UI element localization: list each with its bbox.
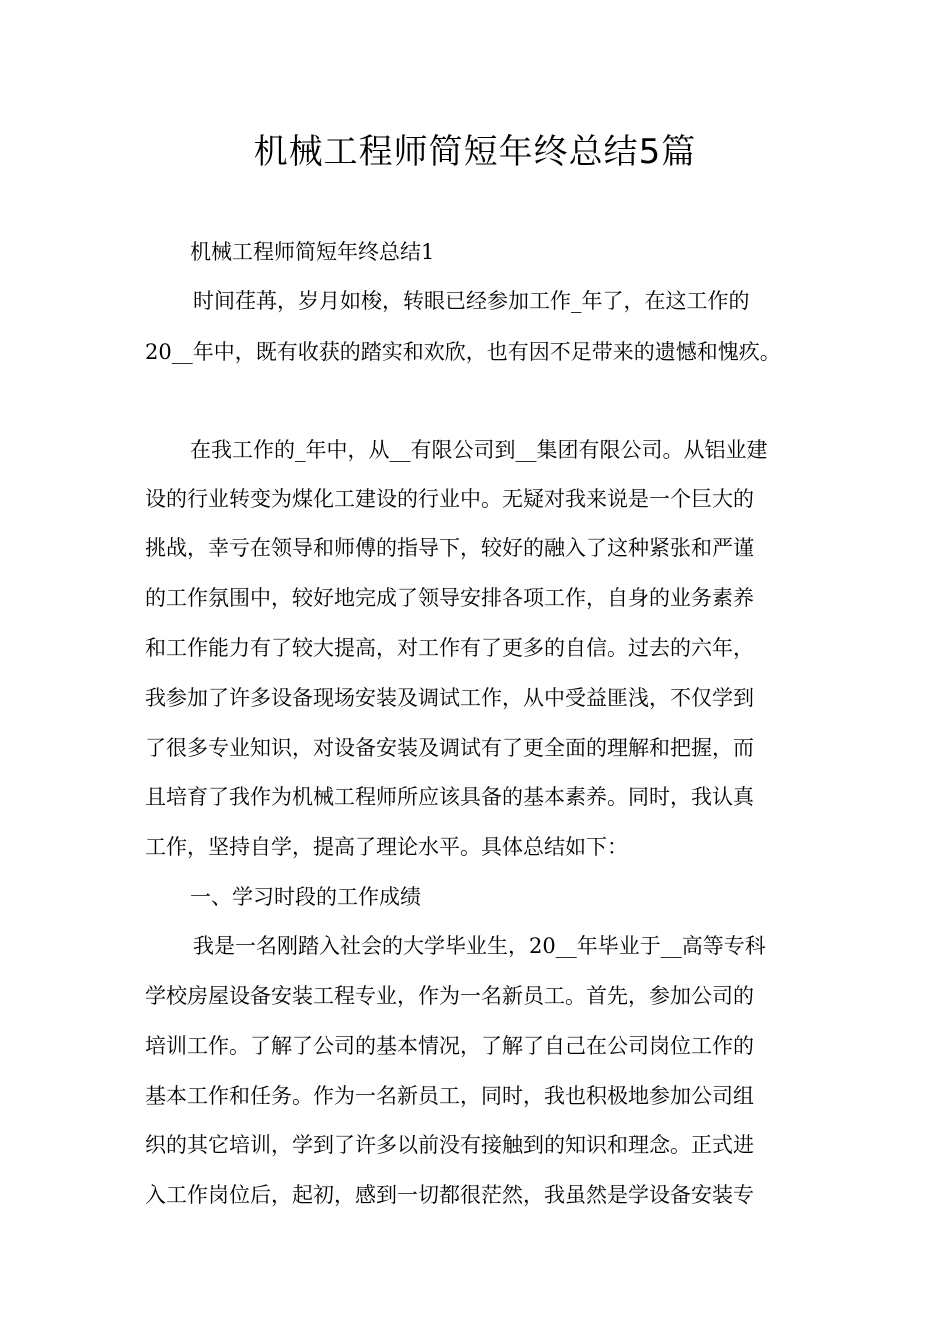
document-title: 机械工程师简短年终总结5篇 bbox=[253, 132, 697, 172]
paragraph-line: 在我工作的_年中，从__有限公司到__集团有限公司。从铝业建 bbox=[190, 438, 768, 462]
paragraph-line: 和工作能力有了较大提高，对工作有了更多的自信。过去的六年， bbox=[145, 636, 754, 660]
section-heading: 机械工程师简短年终总结1 bbox=[190, 240, 435, 264]
paragraph-line: 培训工作。了解了公司的基本情况，了解了自己在公司岗位工作的 bbox=[145, 1034, 754, 1058]
paragraph-line: 的工作氛围中，较好地完成了领导安排各项工作，自身的业务素养 bbox=[145, 586, 754, 610]
paragraph-line: 时间荏苒，岁月如梭，转眼已经参加工作_年了，在这工作的 bbox=[193, 289, 750, 313]
paragraph-line: 织的其它培训，学到了许多以前没有接触到的知识和理念。正式进 bbox=[145, 1133, 754, 1157]
paragraph-line: 20__年中，既有收获的踏实和欢欣，也有因不足带来的遗憾和愧疚。 bbox=[145, 340, 781, 364]
paragraph-line: 设的行业转变为煤化工建设的行业中。无疑对我来说是一个巨大的 bbox=[145, 487, 754, 511]
paragraph-line: 且培育了我作为机械工程师所应该具备的基本素养。同时，我认真 bbox=[145, 785, 754, 809]
section-heading: 一、学习时段的工作成绩 bbox=[190, 885, 421, 909]
paragraph-line: 基本工作和任务。作为一名新员工，同时，我也积极地参加公司组 bbox=[145, 1084, 754, 1108]
paragraph-line: 入工作岗位后，起初，感到一切都很茫然，我虽然是学设备安装专 bbox=[145, 1183, 754, 1207]
paragraph-line: 工作，坚持自学，提高了理论水平。具体总结如下： bbox=[145, 835, 628, 859]
paragraph-line: 我是一名刚踏入社会的大学毕业生，20__年毕业于__高等专科 bbox=[193, 934, 766, 958]
paragraph-line: 学校房屋设备安装工程专业，作为一名新员工。首先，参加公司的 bbox=[145, 984, 754, 1008]
paragraph-line: 我参加了许多设备现场安装及调试工作，从中受益匪浅，不仅学到 bbox=[145, 686, 754, 710]
paragraph-line: 了很多专业知识，对设备安装及调试有了更全面的理解和把握，而 bbox=[145, 736, 754, 760]
paragraph-line: 挑战，幸亏在领导和师傅的指导下，较好的融入了这种紧张和严谨 bbox=[145, 536, 754, 560]
